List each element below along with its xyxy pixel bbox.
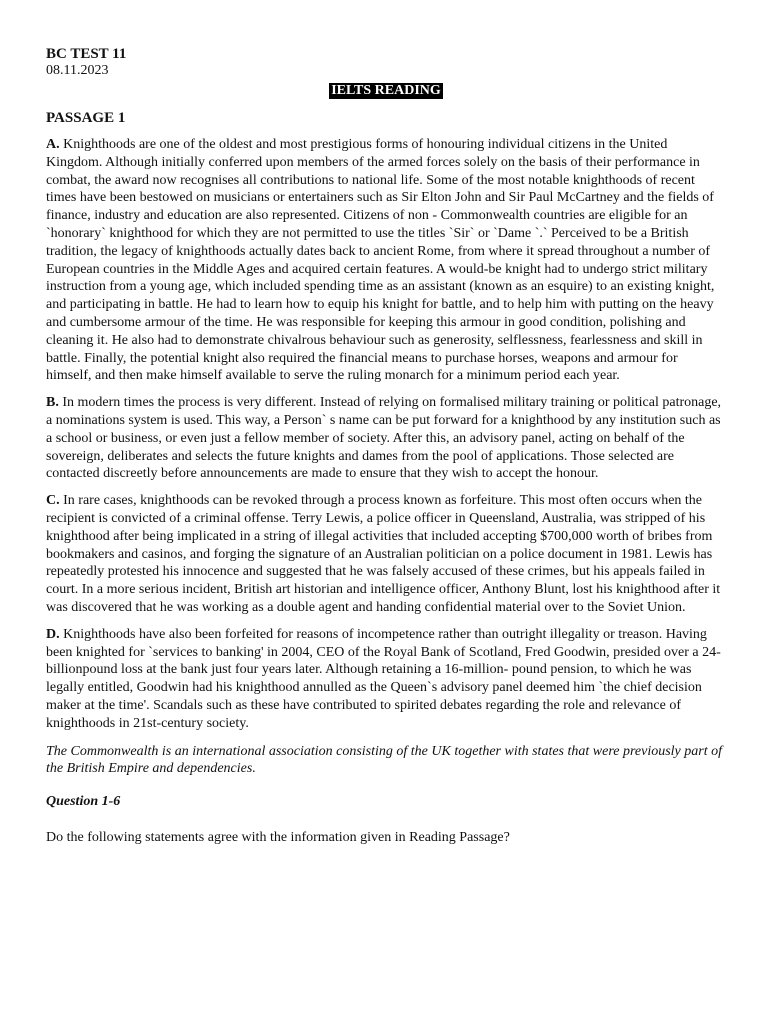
paragraph-text: Knighthoods have also been forfeited for reasons of incompetence rather than outright illegality or treason. Having been knighted for `services to banking' in 2004, CEO of the Royal Bank of Scotland, Fred Goodwin, presided over a 24-billionpound loss at the bank just four years later. Although retaining a 16-million- pound pension, to which he was legally entitled, Goodwin had his knighthood annulled as the Queen`s advisory panel deemed him `the chief decision maker at the time'. Scandals such as these have contributed to spirited debates regarding the role and relevance of knighthoods in 21st-century society. — [46, 626, 721, 731]
paragraph-b — [46, 394, 726, 483]
passage-title: PASSAGE 1 — [46, 110, 126, 126]
paragraph-c — [46, 492, 726, 617]
paragraph-label: D. — [46, 626, 60, 642]
paragraph-label: A. — [46, 137, 60, 152]
test-date: 08.11.2023 — [46, 63, 109, 78]
paragraph-d — [46, 626, 726, 733]
question-instruction: Do the following statements agree with the information given in Reading Passage? — [46, 830, 510, 846]
paragraph-label: C. — [46, 493, 60, 509]
section-banner-wrap — [46, 81, 726, 99]
question-heading: Question 1-6 — [46, 794, 121, 810]
paragraph-text: Knighthoods are one of the oldest and most prestigious forms of honouring individual citizens in the United Kingdom. Although initially conferred upon members of the armed forces solely on the basis of their performance in combat, the award now recognises all contributions to national life. Some of the most notable knighthoods of recent times have been bestowed on musicians or entertainers such as Sir Elton John and Sir Paul McCartney and the fields of finance, industry and education are also represented. Citizens of non - Commonwealth countries are eligible for an `honorary` knighthood for which they are not permitted to use the titles `Sir` or `Dame `.` Perceived to be a British tradition, the legacy of knighthoods actually dates back to ancient Rome, from where it spread throughout a number of European countries in the Middle Ages and acquired certain features. A would-be knight had to undergo strict military instruction from a young age, which included spending time as an assistant (known as an esquire) to an existing knight, and participating in battle. He had to learn how to equip his knight for battle, and to help him with putting on the heavy and cumbersome armour of the time. He was responsible for keeping this armour in good condition, polishing and cleaning it. He also had to demonstrate chivalrous behaviour such as generosity, selflessness, fearlessness and skill in battle. Finally, the potential knight also required the financial means to purchase horses, weapons and armour for himself, and then make himself available to serve the ruling monarch for a minimum period each year. — [46, 137, 715, 384]
document-page — [46, 46, 726, 846]
paragraph-label: B. — [46, 395, 59, 411]
test-title: BC TEST 11 — [46, 46, 127, 62]
paragraph-text: In rare cases, knighthoods can be revoked through a process known as forfeiture. This most often occurs when the recipient is convicted of a criminal offense. Terry Lewis, a police officer in Queensland, Australia, was stripped of his knighthood after being implicated in a string of illegal activities that included accepting $700,000 worth of bribes from bookmakers and casinos, and forging the signature of an Australian politician on a police document in 1981. Lewis has repeatedly protested his innocence and suggested that he was falsely accused of these crimes, but his appeals failed in court. In a more serious incident, British art historian and intelligence officer, Anthony Blunt, lost his knighthood after it was discovered that he was working as a double agent and handing confidential material over to the Soviet Union. — [46, 493, 721, 615]
paragraph-a — [46, 136, 726, 385]
commonwealth-footnote: The Commonwealth is an international association consisting of the UK together with states that were previously part of the British Empire and dependencies. — [46, 743, 722, 777]
section-banner: IELTS READING — [331, 83, 441, 98]
paragraph-text: In modern times the process is very different. Instead of relying on formalised military training or political patronage, a nominations system is used. This way, a Person` s name can be put forward for a knighthood by any institution such as a school or business, or even just a fellow member of society. After this, an advisory panel, acting on behalf of the sovereign, deliberates and selects the future knights and dames from the pool of applications. Those selected are contacted discreetly before announcements are made to ensure that they wish to accept the honour. — [46, 395, 722, 482]
